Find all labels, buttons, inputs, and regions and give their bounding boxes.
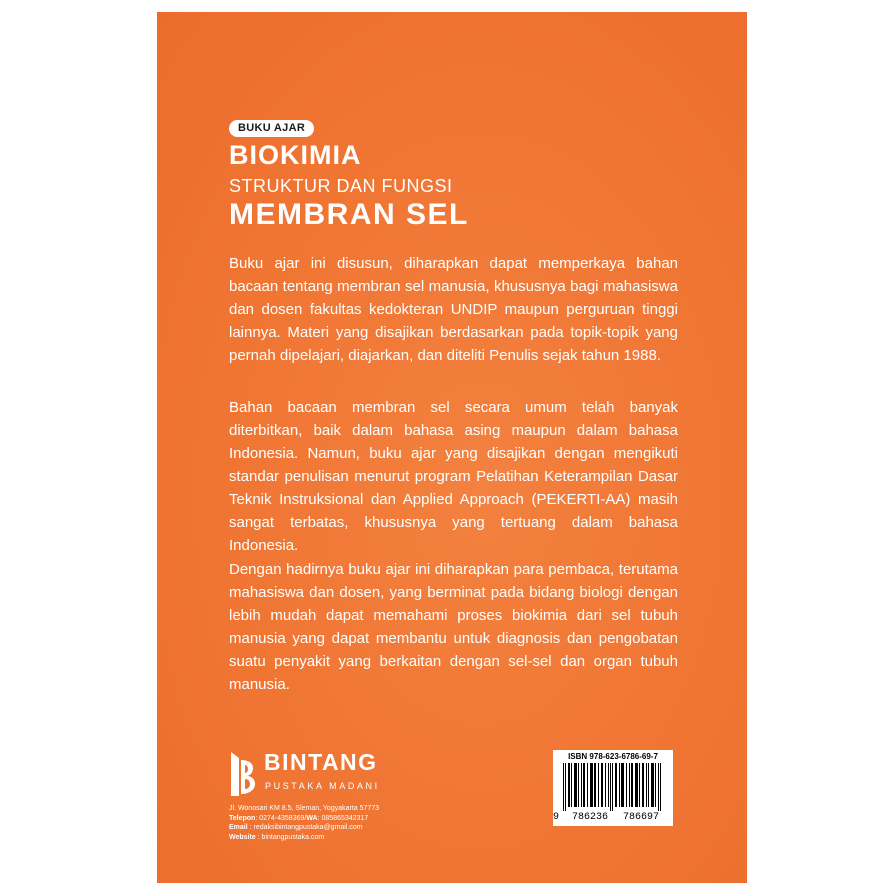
title-biokimia: BIOKIMIA	[229, 140, 362, 170]
subtitle: STRUKTUR DAN FUNGSI	[229, 176, 453, 196]
book-cover	[157, 12, 747, 883]
b-book-logo-icon	[229, 748, 257, 800]
paragraph-1: Buku ajar ini disusun, diharapkan dapat memperkaya bahan bacaan tentang membran sel manusia, khususnya bagi mahasiswa dan dosen fakultas kedokteran UNDIP maupun perguruan tinggi lainnya. Materi yang disajikan berdasarkan pada topik-topik yang pernah dipelajari, diajarkan, dan diteliti Penulis sejak tahun 1988.	[229, 255, 678, 364]
barcode-bars	[557, 763, 669, 811]
isbn-number: ISBN 978-623-6786-69-7	[568, 752, 658, 761]
barcode-group-1: 786236	[571, 812, 608, 823]
publisher-contact	[229, 804, 379, 842]
paragraph-2: Bahan bacaan membran sel secara umum telah banyak diterbitkan, baik dalam bahasa asing maupun dalam bahasa Indonesia. Namun, buku ajar yang disajikan dengan mengikuti standar penulisan menurut program Pelatihan Keterampilan Dasar Teknik Instruksional dan Applied Approach (PEKERTI-AA) masih sangat terbatas, khususnya yang tertuang dalam bahasa Indonesia.	[229, 399, 678, 554]
address: Jl. Wonosari KM 8.5, Sleman, Yogyakarta 57773	[229, 805, 380, 812]
barcode-first-digit: 9	[553, 812, 560, 823]
phone-line: Telepon: 0274-4358369/WA: 085865342317	[229, 814, 369, 822]
book-type-badge: BUKU AJAR	[229, 120, 314, 137]
website-line: Website : bintangpustaka.com	[229, 833, 325, 841]
paragraph-3: Dengan hadirnya buku ajar ini diharapkan para pembaca, terutama mahasiswa dan dosen, yang berminat pada bidang biologi dengan lebih mudah dapat memahami proses biokimia dari sel tubuh manusia yang dapat membantu untuk diagnosis dan pengobatan suatu penyakit yang berkaitan dengan sel-sel dan organ tubuh manusia.	[229, 561, 678, 693]
email-line: Email : redaksibintangpustaka@gmail.com	[229, 824, 363, 831]
title-main: MEMBRAN SEL	[229, 198, 469, 231]
publisher-name: BINTANG	[264, 749, 378, 775]
publisher-subname: PUSTAKA MADANI	[265, 781, 380, 791]
isbn-barcode	[553, 750, 673, 826]
barcode-group-2: 786697	[622, 812, 659, 823]
